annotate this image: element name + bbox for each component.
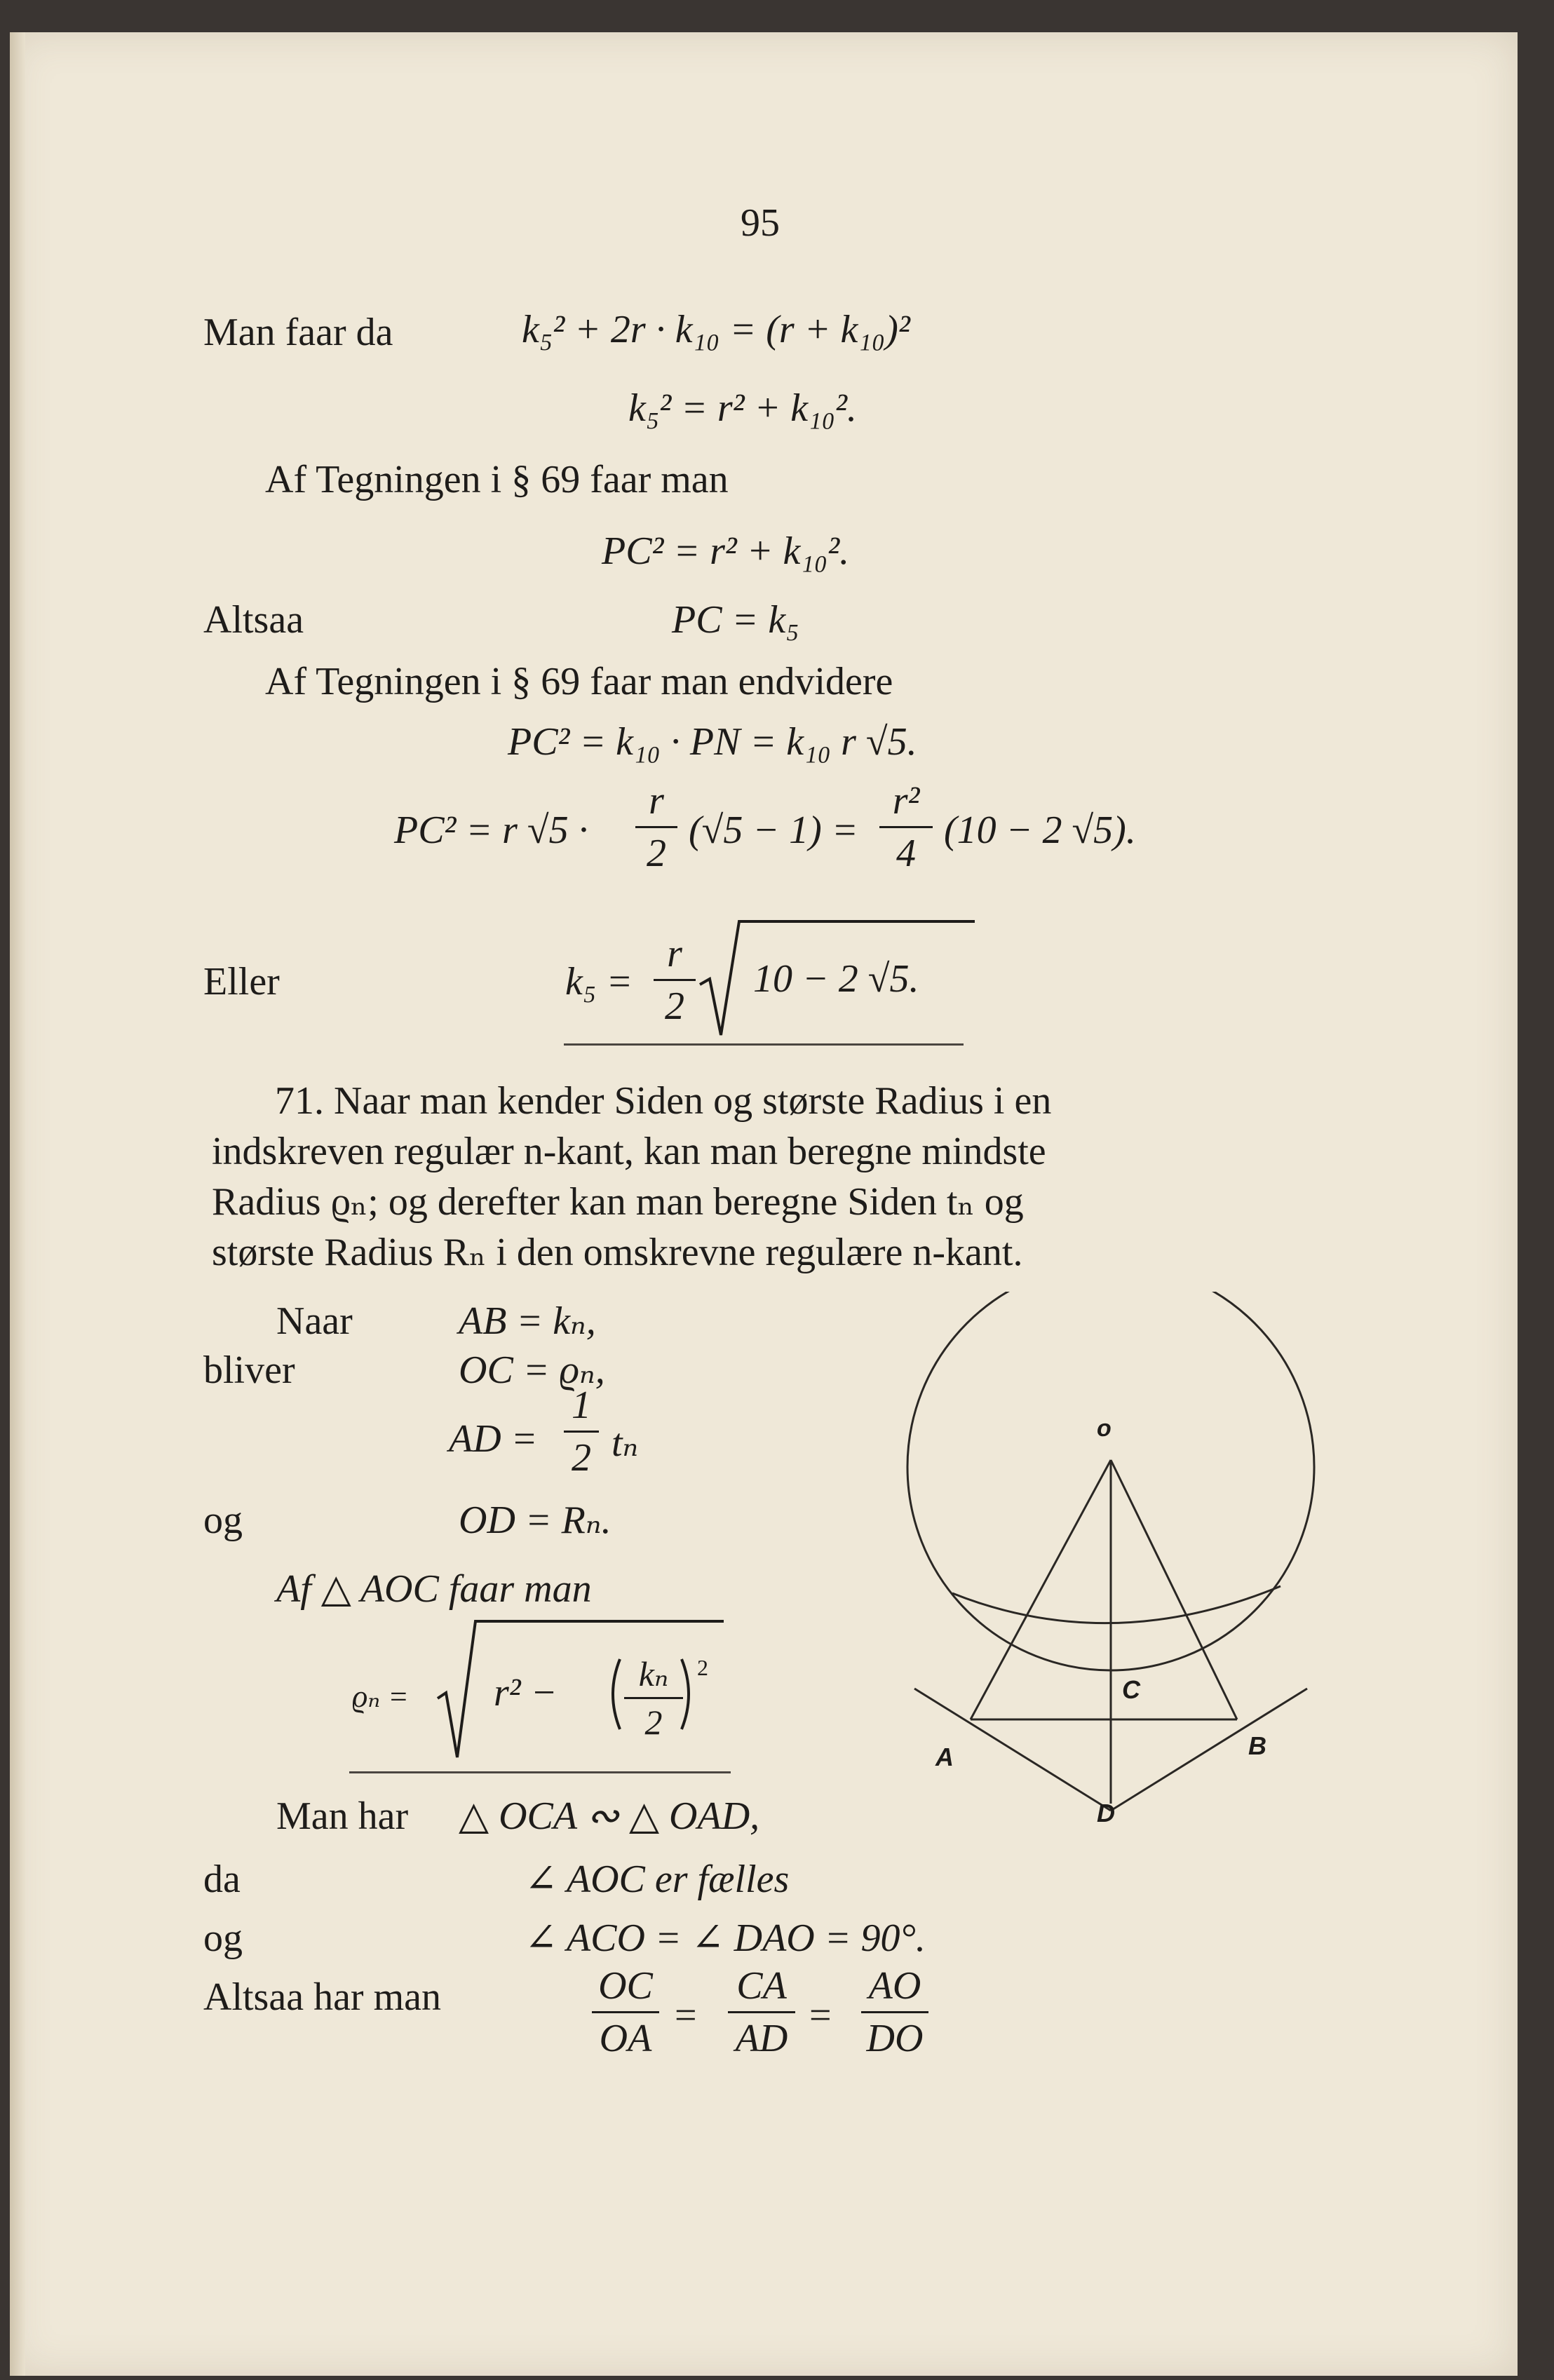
equation-6-fraction-2 (879, 781, 933, 873)
equation-7-fraction (654, 934, 696, 1026)
fraction-numerator: r (667, 932, 682, 975)
text-tegningen-1: Af Tegningen i § 69 faar man (265, 458, 729, 501)
fraction-denominator: 4 (896, 832, 916, 875)
equals-sign: = (675, 1994, 697, 2037)
text-af-aoc: Af △ AOC faar man (276, 1567, 592, 1611)
equation-6-lhs: PC² = r √5 · (394, 809, 588, 852)
fraction-denominator: 2 (647, 832, 666, 875)
equation-ad-rhs: tₙ (612, 1421, 639, 1465)
label-man-har: Man har (276, 1794, 409, 1838)
paragraph-line: Radius ϱₙ; og derefter kan man beregne Siden tₙ og (212, 1180, 1024, 1224)
geometry-figure (886, 1292, 1335, 1825)
equation-6-fraction-1 (635, 781, 677, 873)
fraction-bar (654, 979, 696, 981)
rho-radical-sign (435, 1617, 729, 1771)
fraction-numerator: CA (736, 1964, 787, 2008)
equation-rho-fraction (624, 1656, 683, 1740)
fraction-numerator: AO (868, 1964, 921, 2008)
tangent-bd (1111, 1689, 1307, 1811)
equation-4: PC = k₅ (672, 598, 799, 642)
fraction-numerator: 1 (572, 1384, 591, 1427)
ratio-fraction (728, 1966, 795, 2058)
equation-6-mid: (√5 − 1) = (689, 809, 858, 852)
inner-arc (952, 1586, 1281, 1623)
label-eller: Eller (203, 960, 280, 1003)
equation-right-angles: ∠ ACO = ∠ DAO = 90°. (525, 1916, 926, 1960)
book-page (10, 32, 1518, 2376)
equation-similar-triangles: △ OCA ∾ △ OAD, (459, 1794, 760, 1838)
label-c: C (1122, 1675, 1140, 1704)
label-altsaa-har-man: Altsaa har man (203, 1975, 441, 2019)
fraction-numerator: r (649, 779, 664, 823)
fraction-denominator: OA (599, 2017, 652, 2060)
fraction-numerator: OC (598, 1964, 653, 2008)
label-o: o (1097, 1415, 1112, 1442)
fraction-denominator: AD (735, 2017, 788, 2060)
rho-exponent: 2 (697, 1655, 708, 1680)
label-da: da (203, 1858, 241, 1901)
fraction-denominator: 2 (665, 985, 684, 1028)
equation-2: k₅² = r² + k₁₀². (628, 386, 857, 430)
equation-oc: OC = ϱₙ, (459, 1348, 605, 1392)
segment-oa (971, 1460, 1111, 1719)
fraction-bar (861, 2011, 928, 2013)
fraction-denominator: DO (866, 2017, 924, 2060)
fraction-numerator: r² (892, 779, 920, 823)
fraction-bar (635, 826, 677, 828)
equation-7-radicand: 10 − 2 √5. (753, 957, 919, 1001)
equation-1: k₅² + 2r · k₁₀ = (r + k₁₀)² (522, 308, 910, 351)
label-d: D (1097, 1799, 1115, 1825)
equation-od: OD = Rₙ. (459, 1499, 612, 1542)
label-a: A (935, 1743, 954, 1771)
fraction-bar (879, 826, 933, 828)
fraction-denominator: 2 (644, 1703, 663, 1742)
equation-7-lhs: k₅ = (565, 960, 633, 1003)
label-naar: Naar (276, 1299, 353, 1343)
equation-angle-common: ∠ AOC er fælles (525, 1858, 790, 1901)
paragraph-line: 71. Naar man kender Siden og største Radius i en (275, 1079, 1052, 1123)
fraction-bar (624, 1697, 683, 1699)
equation-rho-radicand: r² − (494, 1671, 558, 1715)
label-b: B (1248, 1731, 1266, 1760)
fraction-bar (592, 2011, 659, 2013)
equals-sign: = (809, 1994, 832, 2037)
equation-ad-fraction (564, 1386, 599, 1478)
rule-below-rho-equation (349, 1771, 731, 1773)
fraction-bar (564, 1431, 599, 1433)
equation-ab: AB = kₙ, (459, 1299, 596, 1343)
rule-below-equation-7 (564, 1043, 964, 1046)
equation-3: PC² = r² + k₁₀². (602, 529, 850, 573)
equation-5: PC² = k₁₀ · PN = k₁₀ r √5. (508, 720, 917, 764)
page-number: 95 (741, 201, 780, 245)
ratio-fraction (861, 1966, 928, 2058)
paragraph-line: største Radius Rₙ i den omskrevne regulære n-kant. (212, 1231, 1023, 1274)
section-71-paragraph (212, 1076, 1313, 1278)
label-og-2: og (203, 1916, 243, 1960)
fraction-bar (728, 2011, 795, 2013)
text-tegningen-2: Af Tegningen i § 69 faar man endvidere (265, 660, 893, 703)
ratio-fraction (592, 1966, 659, 2058)
fraction-numerator: kₙ (638, 1654, 669, 1693)
equation-6-rhs: (10 − 2 √5). (944, 809, 1136, 852)
label-altsaa: Altsaa (203, 598, 304, 642)
label-og-1: og (203, 1499, 243, 1542)
label-bliver: bliver (203, 1348, 295, 1392)
equation-ad-lhs: AD = (449, 1417, 538, 1461)
page-spine (10, 32, 25, 2376)
paragraph-line: indskreven regulær n-kant, kan man beregne mindste (212, 1130, 1046, 1173)
label-man-faar-da: Man faar da (203, 311, 393, 354)
fraction-denominator: 2 (572, 1436, 591, 1480)
equation-rho-lhs: ϱₙ = (352, 1679, 409, 1714)
